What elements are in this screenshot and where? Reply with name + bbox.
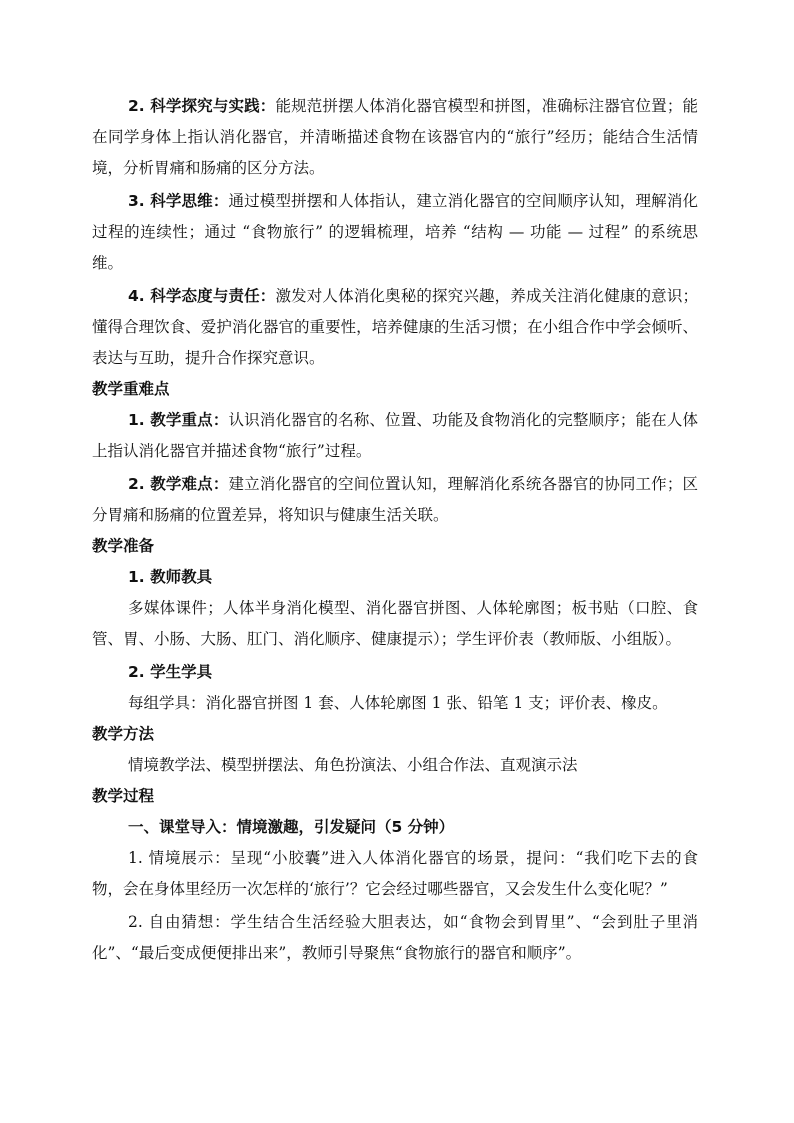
- key-point-1-lead: 1. 教学重点：: [128, 411, 229, 429]
- goal-item-4-text: 激发对人体消化奥秘的探究兴趣，养成关注消化健康的意识；懂得合理饮食、爱护消化器官的重要性，培养健康的生活习惯；在小组合作中学会倾听、表达与互助，提升合作探究意识。: [92, 287, 698, 367]
- methods-text: 情境教学法、模型拼摆法、角色扮演法、小组合作法、直观演示法: [128, 756, 578, 774]
- preparation-heading: 教学准备: [92, 537, 155, 555]
- goal-item-3-text: 通过模型拼摆和人体指认，建立消化器官的空间顺序认知，理解消化过程的连续性；通过 “食物旅行” 的逻辑梳理，培养 “结构 — 功能 — 过程” 的系统思维。: [92, 192, 698, 272]
- process-step-1: 1. 情境展示：呈现“小胶囊”进入人体消化器官的场景，提问：“我们吃下去的食物，会在身体里经历一次怎样的‘旅行’？它会经过哪些器官，又会发生什么变化呢？”: [92, 849, 698, 898]
- key-point-2-lead: 2. 教学难点：: [128, 475, 229, 493]
- key-point-item-1: [92, 405, 698, 467]
- methods-heading: 教学方法: [92, 725, 155, 743]
- key-point-2-text: 建立消化器官的空间位置认知，理解消化系统各器官的协同工作；区分胃痛和肠痛的位置差异，将知识与健康生活关联。: [92, 475, 698, 524]
- goal-item-2: [92, 91, 698, 184]
- student-tools-text: 每组学具：消化器官拼图 1 套、人体轮廓图 1 张、铅笔 1 支；评价表、橡皮。: [128, 694, 668, 712]
- goal-item-3-lead: 3. 科学思维：: [128, 192, 229, 210]
- goal-item-3: [92, 186, 698, 279]
- key-points-heading: 教学重难点: [92, 380, 170, 398]
- goal-item-4-lead: 4. 科学态度与责任：: [128, 287, 276, 305]
- teacher-tools-title: 1. 教师教具: [128, 568, 213, 586]
- student-tools-title: 2. 学生学具: [128, 663, 213, 681]
- key-point-item-2: [92, 469, 698, 531]
- teacher-tools-text: 多媒体课件；人体半身消化模型、消化器官拼图、人体轮廓图；板书贴（口腔、食管、胃、小肠、大肠、肛门、消化顺序、健康提示）；学生评价表（教师版、小组版）。: [92, 599, 698, 648]
- goal-item-2-text: 能规范拼摆人体消化器官模型和拼图，准确标注器官位置；能在同学身体上指认消化器官，并清晰描述食物在该器官内的“旅行”经历；能结合生活情境，分析胃痛和肠痛的区分方法。: [92, 97, 698, 177]
- key-point-1-text: 认识消化器官的名称、位置、功能及食物消化的完整顺序；能在人体上指认消化器官并描述食物“旅行”过程。: [92, 411, 698, 460]
- process-heading: 教学过程: [92, 787, 155, 805]
- process-section-1-title: 一、课堂导入：情境激趣，引发疑问（5 分钟）: [128, 818, 455, 836]
- document-page: [92, 91, 698, 969]
- process-step-2: 2. 自由猜想：学生结合生活经验大胆表达，如“食物会到胃里”、“会到肚子里消化”、“最后变成便便排出来”，教师引导聚焦“食物旅行的器官和顺序”。: [92, 913, 698, 962]
- goal-item-2-lead: 2. 科学探究与实践：: [128, 97, 276, 115]
- goal-item-4: [92, 281, 698, 374]
